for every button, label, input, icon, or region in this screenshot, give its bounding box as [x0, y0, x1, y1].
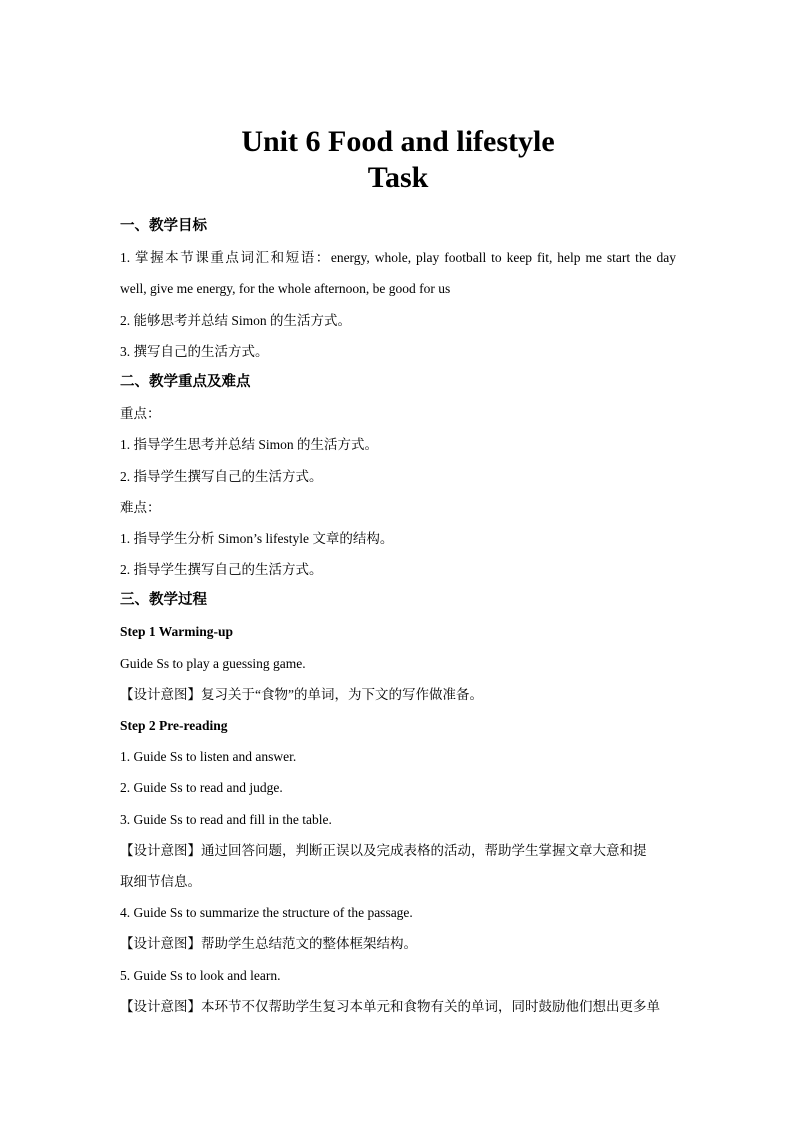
body-line: 1. 指导学生分析 Simon’s lifestyle 文章的结构。	[120, 530, 394, 546]
body-line: 【设计意图】本环节不仅帮助学生复习本单元和食物有关的单词，同时鼓励他们想出更多单	[120, 998, 660, 1014]
body-line: well, give me energy, for the whole afternoon, be good for us	[120, 281, 451, 297]
body-line: 重点：	[120, 406, 161, 422]
section-heading: 三、教学过程	[120, 592, 207, 609]
body-line: 3. Guide Ss to read and fill in the table.	[120, 811, 332, 827]
body-line: 1. 指导学生思考并总结 Simon 的生活方式。	[120, 437, 379, 453]
body-line: 1. Guide Ss to listen and answer.	[120, 749, 297, 765]
body-line: 难点：	[120, 499, 161, 515]
body-line: 2. 能够思考并总结 Simon 的生活方式。	[120, 312, 352, 328]
body-line: 5. Guide Ss to look and learn.	[120, 967, 281, 983]
section-heading: 一、教学目标	[120, 218, 207, 234]
body-line: 2. Guide Ss to read and judge.	[120, 780, 283, 796]
document-body	[120, 211, 676, 1022]
body-line: 【设计意图】通过回答问题，判断正误以及完成表格的活动，帮助学生掌握文章大意和提	[120, 842, 647, 858]
step-heading: Step 1 Warming-up	[120, 624, 234, 640]
body-line: 4. Guide Ss to summarize the structure of the passage.	[120, 905, 413, 921]
body-line: 2. 指导学生撰写自己的生活方式。	[120, 468, 323, 484]
step-heading: Step 2 Pre-reading	[120, 718, 228, 733]
document-title: Unit 6 Food and lifestyle	[241, 125, 555, 158]
body-line: Guide Ss to play a guessing game.	[120, 655, 306, 671]
body-line: 【设计意图】复习关于“食物”的单词，为下文的写作做准备。	[120, 686, 483, 702]
section-heading: 二、教学重点及难点	[120, 373, 251, 390]
document-subtitle: Task	[367, 161, 429, 194]
body-line: 【设计意图】帮助学生总结范文的整体框架结构。	[120, 936, 417, 952]
body-line: 取细节信息。	[120, 873, 201, 889]
body-line: 1. 掌握本节课重点词汇和短语：energy, whole, play football to keep fit, help me start the day	[120, 250, 676, 266]
body-line: 3. 撰写自己的生活方式。	[120, 343, 269, 359]
body-line: 2. 指导学生撰写自己的生活方式。	[120, 562, 323, 578]
